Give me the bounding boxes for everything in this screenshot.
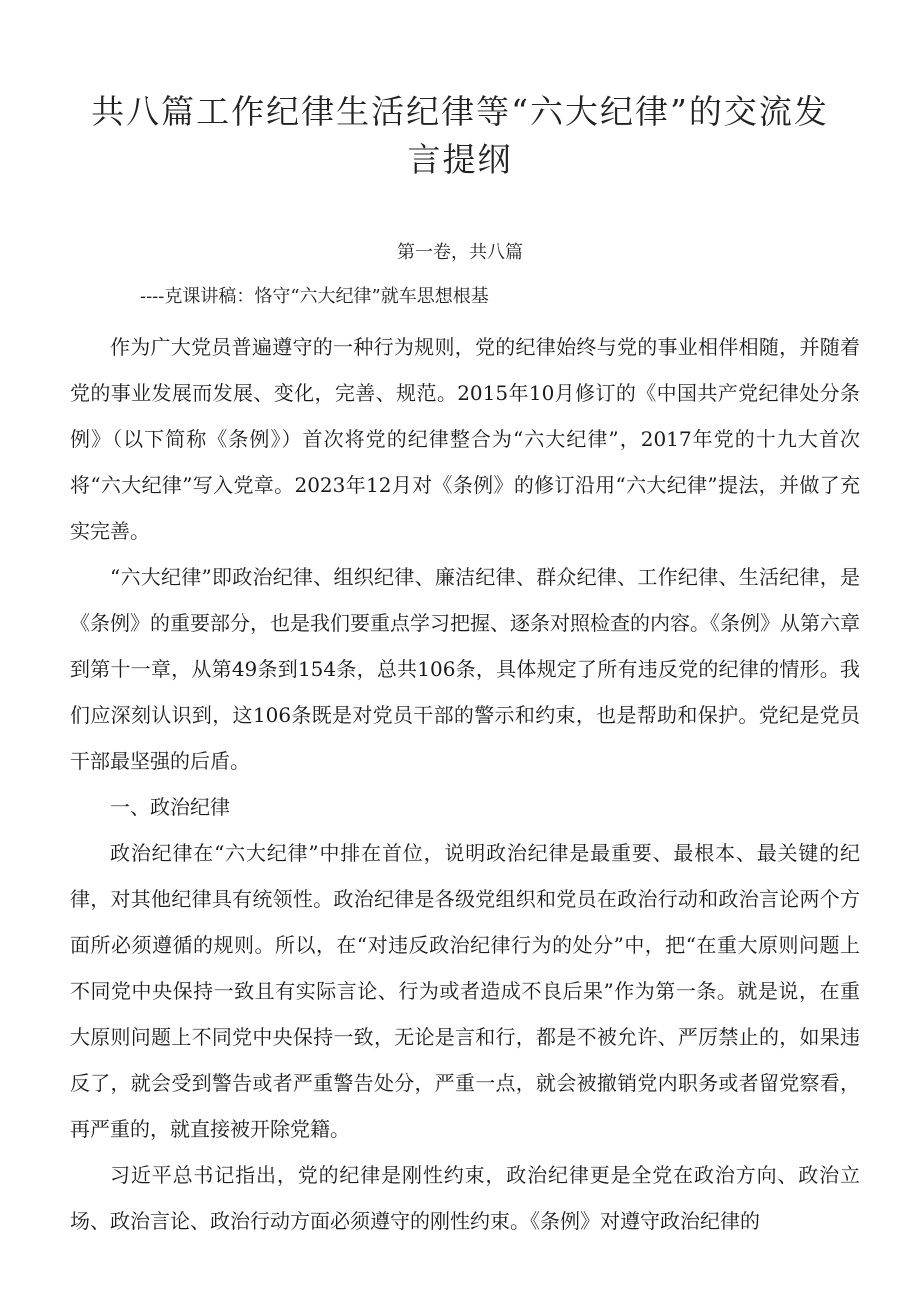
section-label: 第一卷，共八篇: [397, 242, 523, 263]
section-heading: 一、政治纪律: [110, 795, 230, 819]
document-title: 共八篇工作纪律生活纪律等“六大纪律”的交流发言提纲: [91, 92, 829, 179]
body-paragraph: “六大纪律”即政治纪律、组织纪律、廉洁纪律、群众纪律、工作纪律、生活纪律，是《条例》的重要部分，也是我们要重点学习把握、逐条对照检查的内容。《条例》从第六章到第十一章，从第49条到154条，总共106条，具体规定了所有违反党的纪律的情形。我们应深刻认识到，这106条既是对党员干部的警示和约束，也是帮助和保护。党纪是党员干部最坚强的后盾。: [70, 565, 860, 773]
document-subtitle: ----克课讲稿：恪守“六大纪律”就车思想根基: [140, 286, 489, 307]
document-body: [70, 324, 860, 1244]
body-paragraph: 作为广大党员普遍遵守的一种行为规则，党的纪律始终与党的事业相伴相随，并随着党的事业发展而发展、变化，完善、规范。2015年10月修订的《中国共产党纪律处分条例》（以下简称《条例》）首次将党的纪律整合为“六大纪律”，2017年党的十九大首次将“六大纪律”写入党章。2023年12月对《条例》的修订沿用“六大纪律”提法，并做了充实完善。: [70, 335, 860, 543]
body-paragraph: 习近平总书记指出，党的纪律是刚性约束，政治纪律更是全党在政治方向、政治立场、政治言论、政治行动方面必须遵守的刚性约束。《条例》对遵守政治纪律的: [70, 1163, 860, 1233]
body-paragraph: 政治纪律在“六大纪律”中排在首位，说明政治纪律是最重要、最根本、最关键的纪律，对其他纪律具有统领性。政治纪律是各级党组织和党员在政治行动和政治言论两个方面所必须遵循的规则。所以，在“对违反政治纪律行为的处分”中，把“在重大原则问题上不同党中央保持一致且有实际言论、行为或者造成不良后果”作为第一条。就是说，在重大原则问题上不同党中央保持一致，无论是言和行，都是不被允许、严厉禁止的，如果违反了，就会受到警告或者严重警告处分，严重一点，就会被撤销党内职务或者留党察看，再严重的，就直接被开除党籍。: [70, 841, 860, 1141]
